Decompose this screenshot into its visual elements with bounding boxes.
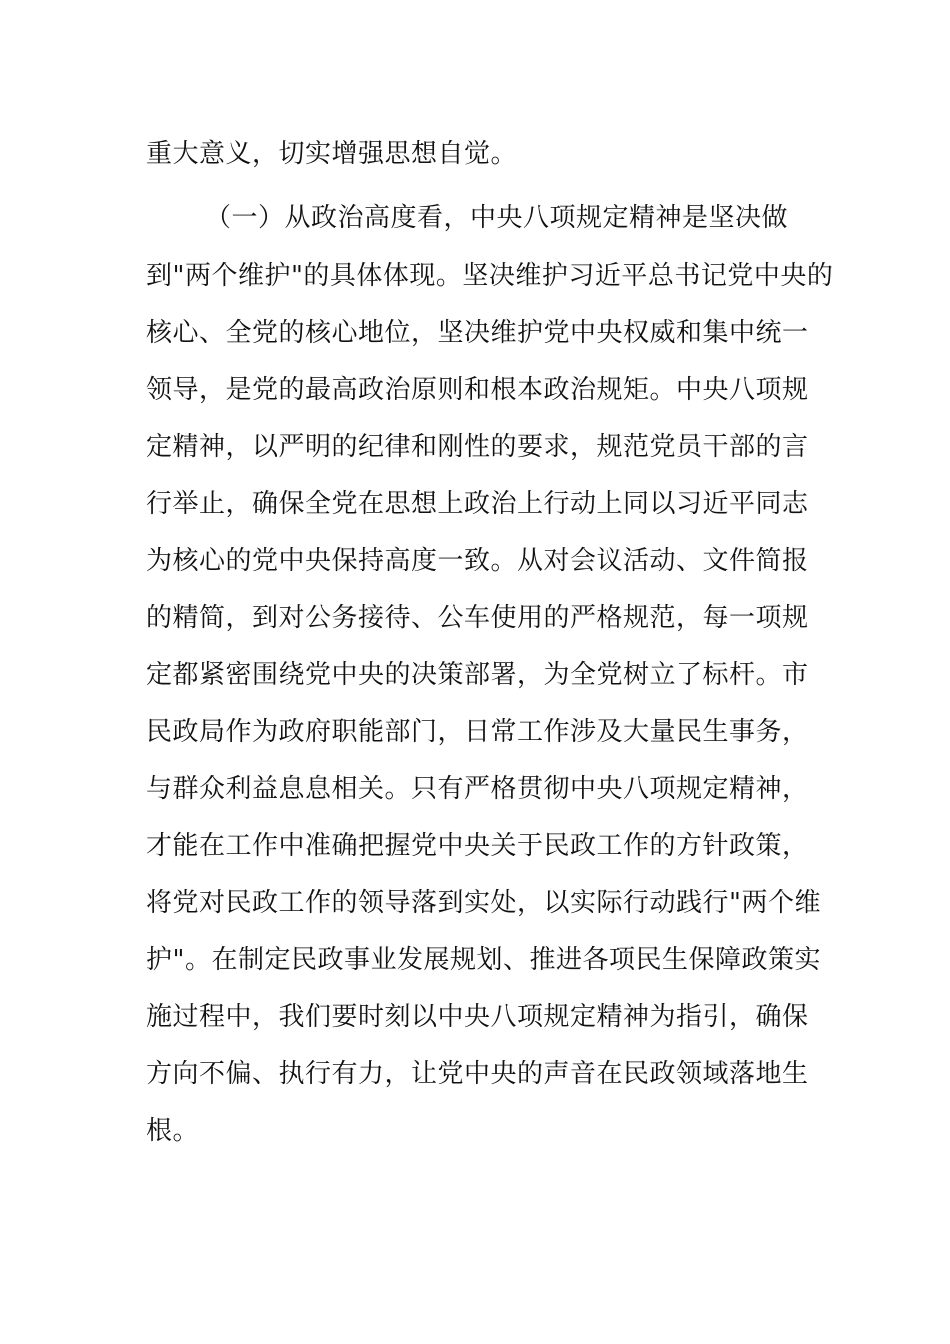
text-line-13: 才能在工作中准确把握党中央关于民政工作的方针政策， xyxy=(146,831,809,861)
text-line-16: 施过程中，我们要时刻以中央八项规定精神为指引，确保 xyxy=(146,1002,809,1032)
text-line-15: 护"。在制定民政事业发展规划、推进各项民生保障政策实 xyxy=(146,945,821,975)
section-heading-line: （一）从政治高度看，中央八项规定精神是坚决做 xyxy=(205,203,789,233)
text-line-18: 根。 xyxy=(146,1116,200,1146)
text-line-7: 行举止，确保全党在思想上政治上行动上同以习近平同志 xyxy=(146,489,809,519)
text-line-5: 领导，是党的最高政治原则和根本政治规矩。中央八项规 xyxy=(146,375,809,405)
text-line-3: 到"两个维护"的具体体现。坚决维护习近平总书记党中央的 xyxy=(146,261,834,291)
text-line-9: 的精简，到对公务接待、公车使用的严格规范，每一项规 xyxy=(146,603,809,633)
text-line-6: 定精神，以严明的纪律和刚性的要求，规范党员干部的言 xyxy=(146,432,809,462)
text-line-12: 与群众利益息息相关。只有严格贯彻中央八项规定精神， xyxy=(146,774,809,804)
text-line-10: 定都紧密围绕党中央的决策部署，为全党树立了标杆。市 xyxy=(146,660,809,690)
text-line-14: 将党对民政工作的领导落到实处，以实际行动践行"两个维 xyxy=(146,888,821,918)
text-line-11: 民政局作为政府职能部门，日常工作涉及大量民生事务， xyxy=(146,717,809,747)
text-line-1: 重大意义，切实增强思想自觉。 xyxy=(146,139,518,169)
text-line-17: 方向不偏、执行有力，让党中央的声音在民政领域落地生 xyxy=(146,1059,809,1089)
text-line-8: 为核心的党中央保持高度一致。从对会议活动、文件简报 xyxy=(146,546,809,576)
text-line-4: 核心、全党的核心地位，坚决维护党中央权威和集中统一 xyxy=(146,318,809,348)
